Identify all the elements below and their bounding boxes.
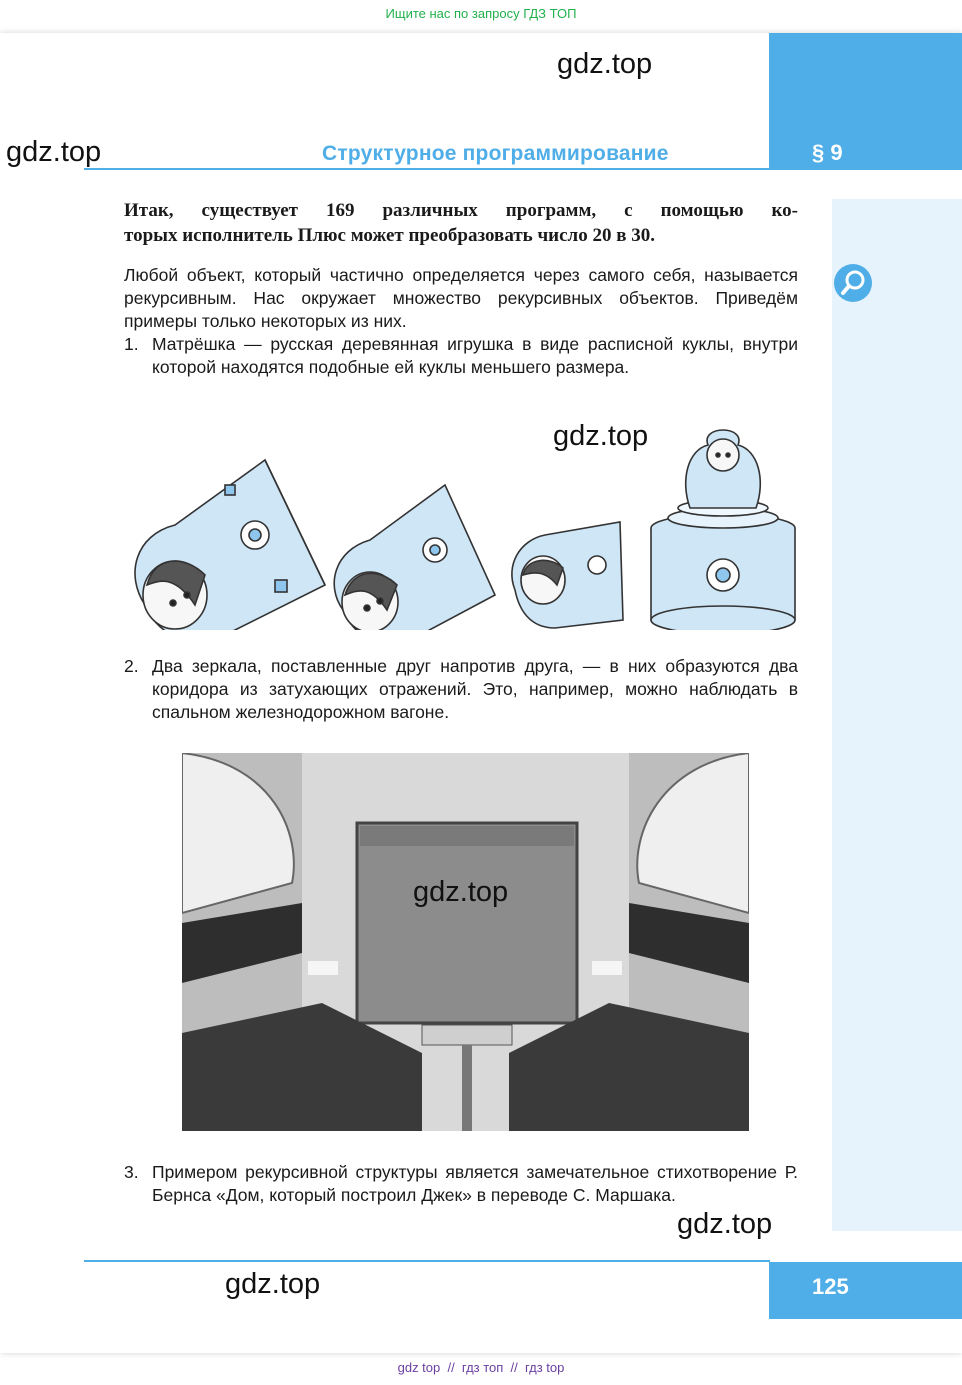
watermark: gdz.top: [553, 420, 649, 452]
paragraph: Любой объект, который частично определяется через самого себя, называется рекурсивным. Нас окружает множество рекурсивных объектов. Приведём примеры только некоторых из них.: [124, 265, 798, 331]
section-number: § 9: [812, 140, 843, 165]
watermark: gdz.top: [677, 1208, 773, 1240]
top-banner[interactable]: Ищите нас по запросу ГДЗ ТОП: [385, 6, 577, 21]
list-item: [124, 333, 798, 379]
list-number: 1.: [124, 334, 139, 354]
list-item: [124, 1161, 798, 1207]
watermark: gdz.top: [413, 876, 509, 908]
matryoshka-illustration: [125, 415, 805, 630]
watermark: gdz.top: [557, 48, 653, 80]
intro-text: [124, 198, 798, 248]
page-number: 125: [812, 1274, 849, 1299]
list-text: Два зеркала, поставленные друг напротив друга, — в них образуются два коридора из затухающих отражений. Это, например, можно наблюдать в спальном железнодорожном вагоне.: [152, 656, 798, 722]
list-number: 2.: [124, 656, 139, 676]
list-text: Матрёшка — русская деревянная игрушка в виде расписной куклы, внутри которой находятся подобные ей куклы меньшего размера.: [152, 334, 798, 377]
header-divider: [84, 168, 770, 170]
train-compartment-photo: [182, 753, 749, 1131]
list-text: Примером рекурсивной структуры является замечательное стихотворение Р. Бернса «Дом, который построил Джек» в переводе С. Маршака.: [152, 1162, 798, 1205]
search-icon[interactable]: [834, 264, 872, 302]
page-title: Структурное программирование: [322, 142, 669, 165]
watermark: gdz.top: [225, 1268, 321, 1300]
header-blue-block: [769, 33, 962, 170]
page-number-block: [769, 1262, 962, 1319]
intro-line: Итак, существует 169 различных программ, с помощью ко-: [124, 200, 798, 221]
footer-links[interactable]: gdz top // гдз топ // гдз top: [397, 1360, 565, 1375]
intro-line: торых исполнитель Плюс может преобразовать число 20 в 30.: [124, 225, 655, 246]
list-item: [124, 655, 798, 724]
list-number: 3.: [124, 1162, 139, 1182]
watermark: gdz.top: [6, 136, 102, 168]
footer-divider: [84, 1260, 770, 1262]
side-panel: [832, 199, 962, 1231]
